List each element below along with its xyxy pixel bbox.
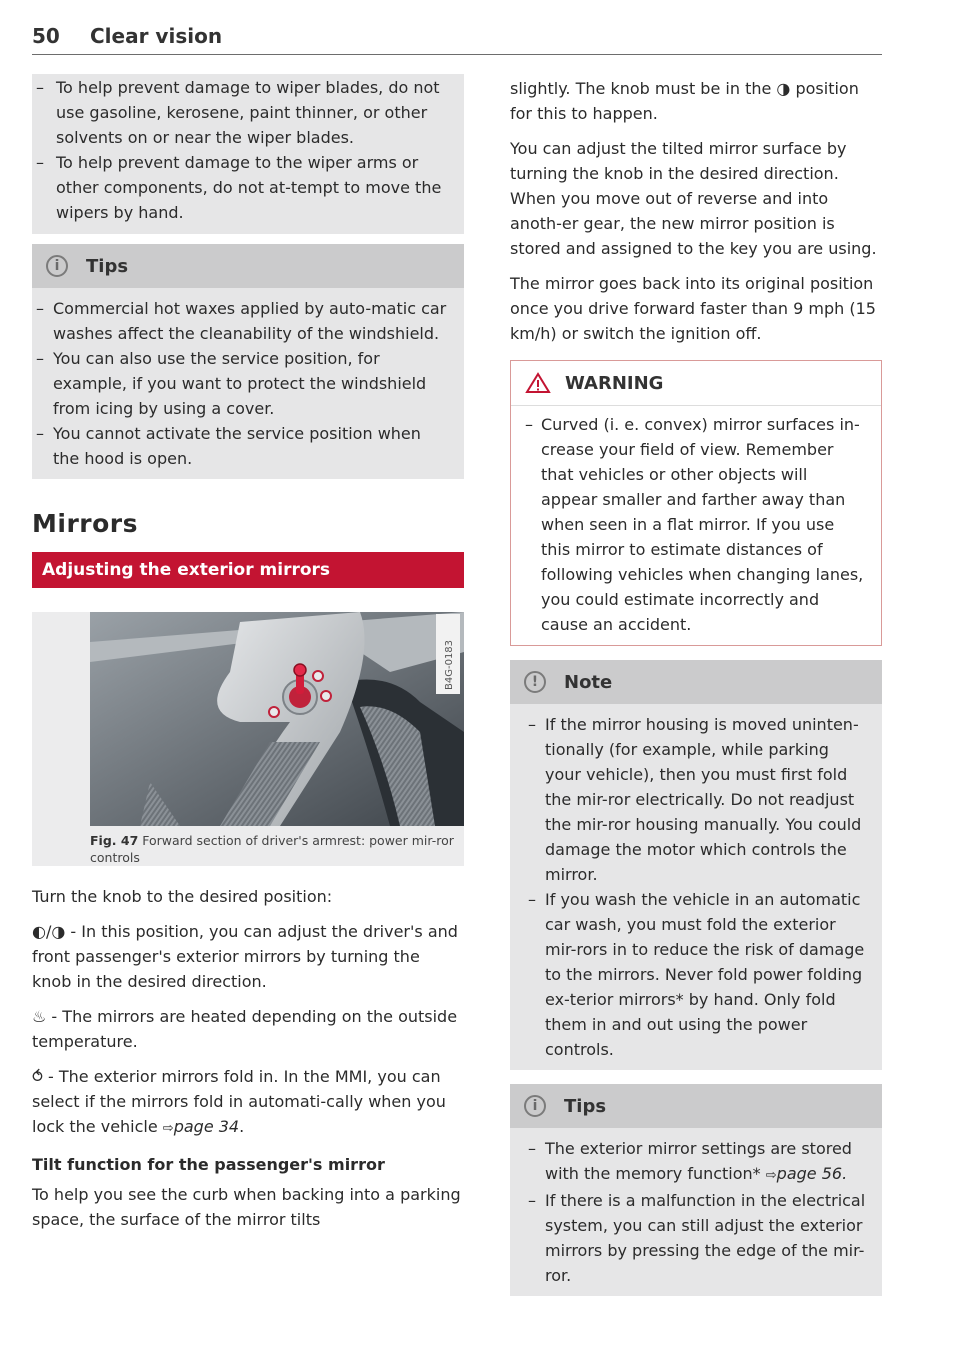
exclamation-icon: ! bbox=[524, 671, 546, 693]
page-reference-link[interactable]: page 34 bbox=[173, 1117, 240, 1136]
list-item: – If there is a malfunction in the electrical system, you can still adjust the exterior mirrors by pressing the edge of the mir-ror. bbox=[524, 1188, 868, 1288]
right-column bbox=[510, 76, 882, 1296]
tips-header bbox=[32, 244, 464, 288]
left-column bbox=[32, 74, 464, 1232]
list-item: – To help prevent damage to the wiper arms or other components, do not at-tempt to move the wipers by hand. bbox=[32, 150, 450, 225]
list-item: – If the mirror housing is moved uninten-tionally (for example, while parking your vehicle), then you must first fold the mir-ror electrically. Do not readjust the mir-ror housing manually. You could damage the motor which controls the mirror. bbox=[524, 712, 868, 887]
page-reference-link[interactable]: page 56. bbox=[776, 1164, 848, 1183]
mirror-control-illustration bbox=[90, 612, 464, 826]
adjust-position-text: ◐/◑ - In this position, you can adjust the driver's and front passenger's exterior mirrors by turning the knob in the desired direction. bbox=[32, 922, 458, 991]
tilt-function-heading: Tilt function for the passenger's mirror bbox=[32, 1155, 385, 1174]
heater-icon: ♨ bbox=[32, 1007, 47, 1026]
mirror-return-text: The mirror goes back into its original position once you drive forward faster than 9 mph (15 km/h) or switch the ignition off. bbox=[510, 274, 876, 343]
adjust-mirror-icon: ◐/◑ bbox=[32, 922, 66, 941]
tips-label: Tips bbox=[86, 255, 129, 277]
turn-knob-text: Turn the knob to the desired position: bbox=[32, 887, 333, 906]
figure-number: Fig. 47 bbox=[90, 833, 139, 848]
note-list bbox=[524, 712, 868, 1062]
fold-position-text: ⥀ - The exterior mirrors fold in. In the MMI, you can select if the mirrors fold in automati-cally when you lock the vehicle ⇨page 34. bbox=[32, 1067, 446, 1136]
list-item: – To help prevent damage to wiper blades, do not use gasoline, kerosene, paint thinner, or other solvents on or near the wiper blades. bbox=[32, 75, 450, 150]
figure-caption-text: Forward section of driver's armrest: power mir-ror controls bbox=[90, 833, 454, 865]
warning-list bbox=[525, 412, 867, 637]
mirrors-heading: Mirrors bbox=[32, 509, 138, 538]
list-item: – Commercial hot waxes applied by auto-matic car washes affect the cleanability of the windshield. bbox=[32, 296, 450, 346]
tilt-position-icon: ◑ bbox=[776, 79, 791, 98]
warning-header bbox=[511, 361, 881, 406]
warning-box bbox=[510, 360, 882, 646]
info-icon: i bbox=[46, 255, 68, 277]
list-item: – You can also use the service position, for example, if you want to protect the windshield from icing by using a cover. bbox=[32, 346, 450, 421]
warning-label: WARNING bbox=[565, 372, 664, 394]
heated-position-text: ♨ - The mirrors are heated depending on the outside temperature. bbox=[32, 1007, 458, 1051]
info-icon: i bbox=[524, 1095, 546, 1117]
tips-list-2 bbox=[524, 1136, 868, 1288]
figure-code: B4G-0183 bbox=[444, 639, 455, 690]
warning-triangle-icon bbox=[525, 372, 551, 394]
page-header bbox=[32, 24, 882, 55]
tips-header-2 bbox=[510, 1084, 882, 1128]
list-item: – The exterior mirror settings are stored with the memory function* ⇨page 56. bbox=[524, 1136, 868, 1188]
note-box bbox=[510, 660, 882, 1070]
adjust-tilted-text: You can adjust the tilted mirror surface by turning the knob in the desired direction. When you move out of reverse and into anoth-er gear, the new mirror position is stored and assigned to the key you are using. bbox=[510, 139, 877, 258]
list-item: – Curved (i. e. convex) mirror surfaces in-crease your field of view. Remember that vehicles or other objects will appear smaller and farther away than when seen in a flat mirror. If you use this mirror to estimate distances of following vehicles when changing lanes, you could estimate incorrectly and cause an accident. bbox=[525, 412, 867, 637]
tips-box-2 bbox=[510, 1084, 882, 1296]
list-item: – You cannot activate the service position when the hood is open. bbox=[32, 421, 450, 471]
figure-47 bbox=[32, 612, 464, 866]
list-item: – If you wash the vehicle in an automatic car wash, you must fold the exterior mir-rors in to reduce the risk of damage to the mirrors. Never fold power folding ex-terior mirrors* by hand. Only fold them in and out using the power controls. bbox=[524, 887, 868, 1062]
adjusting-mirrors-heading: Adjusting the exterior mirrors bbox=[32, 552, 464, 588]
tips-label-2: Tips bbox=[564, 1095, 607, 1117]
wiper-caution-list bbox=[32, 75, 450, 225]
tilt-continued-text: slightly. The knob must be in the ◑ position for this to happen. bbox=[510, 79, 859, 123]
tilt-function-text: To help you see the curb when backing into a parking space, the surface of the mirror tilts bbox=[32, 1185, 461, 1229]
tips-list bbox=[32, 296, 450, 471]
figure-caption bbox=[90, 832, 462, 866]
fold-mirror-icon: ⥀ bbox=[32, 1067, 43, 1086]
section-title: Clear vision bbox=[90, 24, 223, 48]
page-number: 50 bbox=[32, 24, 60, 48]
wiper-caution-box bbox=[32, 74, 464, 234]
note-header bbox=[510, 660, 882, 704]
note-label: Note bbox=[564, 671, 613, 693]
tips-box bbox=[32, 244, 464, 479]
